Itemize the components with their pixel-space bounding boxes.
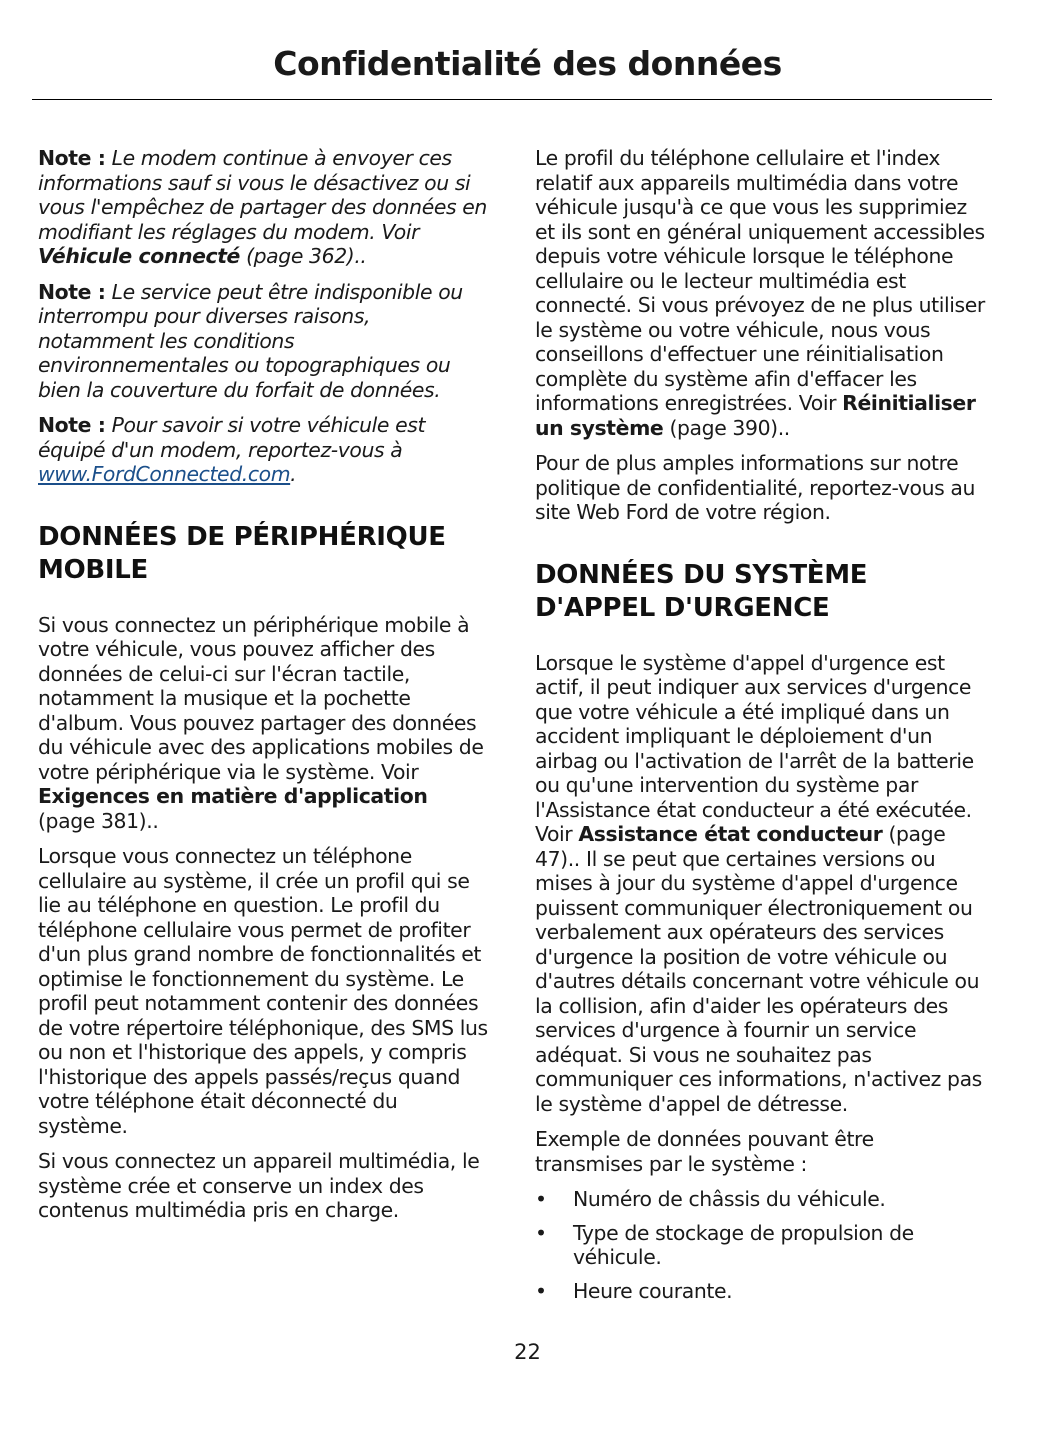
section-heading-emergency-call: DONNÉES DU SYSTÈME D'APPEL D'URGENCE <box>535 559 868 623</box>
paragraph-mobile-device <box>38 613 490 834</box>
paragraph-media-index: Si vous connectez un appareil multimédia, le système crée et conserve un index des contenus multimédia pris en charge. <box>38 1149 480 1222</box>
list-item-text: Numéro de châssis du véhicule. <box>573 1187 886 1211</box>
list-item <box>535 1221 987 1270</box>
page-title: Confidentialité des données <box>273 44 782 83</box>
page-reference: (page 381).. <box>38 808 159 833</box>
list-item <box>535 1279 987 1304</box>
paragraph-phone-profile: Lorsque vous connectez un téléphone cellulaire au système, il crée un profil qui se lie au téléphone en question. Le profil du téléphone cellulaire vous permet de profiter d'un plus grand nombre de fonctionnalités et optimise le fonctionnement du système. Le profil peut notamment contenir des données de votre répertoire téléphonique, des SMS lus ou non et l'historique des appels, y compris l'historique des appels passés/reçus quand votre téléphone était déconnecté du système. <box>38 844 488 1138</box>
bullet-icon: • <box>535 1187 547 1211</box>
note-modem <box>38 146 490 269</box>
note-label: Note : <box>38 146 106 170</box>
bullet-icon: • <box>535 1278 547 1303</box>
note-label: Note : <box>38 279 106 304</box>
note-website <box>38 413 490 487</box>
transmitted-data-list <box>535 1187 987 1303</box>
list-item <box>535 1187 987 1212</box>
note-service <box>38 280 490 403</box>
page-reference: (page 362).. <box>246 244 367 268</box>
page-reference: (page 390).. <box>669 415 790 440</box>
page-number: 22 <box>514 1340 541 1364</box>
list-item-text: Heure courante. <box>573 1278 733 1303</box>
right-column <box>535 146 987 1312</box>
note-text: Pour savoir si votre véhicule est équipé d'un modem, reportez-vous à <box>38 413 426 462</box>
page-reference: (page 47).. <box>535 822 946 871</box>
bullet-icon: • <box>535 1220 547 1245</box>
note-end: . <box>290 462 297 486</box>
paragraph-example-data: Exemple de données pouvant être transmises par le système : <box>535 1127 874 1176</box>
paragraph-profile-retention <box>535 146 987 440</box>
cross-reference-link[interactable]: Véhicule connecté <box>38 244 240 268</box>
paragraph-emergency-call <box>535 651 987 1117</box>
paragraph-text: Si vous connectez un périphérique mobile à votre véhicule, vous pouvez afficher des données de celui-ci sur l'écran tactile, notamment la musique et la pochette d'album. Vous pouvez partager des données du véhicule avec des applications mobiles de votre périphérique via le système. Voir <box>38 612 484 784</box>
cross-reference-link[interactable]: Assistance état conducteur <box>578 822 883 846</box>
fordconnected-link[interactable]: www.FordConnected.com <box>38 462 291 486</box>
paragraph-text: Le profil du téléphone cellulaire et l'index relatif aux appareils multimédia dans votre véhicule jusqu'à ce que vous les supprimiez et ils sont en général uniquement accessibles depuis votre véhicule lorsque le téléphone cellulaire ou le lecteur multimédia est connecté. Si vous prévoyez de ne plus utiliser le système ou votre véhicule, nous vous conseillons d'effectuer une réinitialisation complète du système afin d'effacer les informations enregistrées. Voir <box>535 146 985 415</box>
left-column <box>38 146 490 1234</box>
cross-reference-link[interactable]: Exigences en matière d'application <box>38 784 428 808</box>
list-item-text: Type de stockage de propulsion de véhicule. <box>573 1220 914 1269</box>
section-heading-mobile-device: DONNÉES DE PÉRIPHÉRIQUE MOBILE <box>38 521 446 585</box>
note-text: Le modem continue à envoyer ces informations sauf si vous le désactivez ou si vous l'empêchez de partager des données en modifiant les réglages du modem. Voir <box>38 146 487 244</box>
note-label: Note : <box>38 413 106 437</box>
cross-reference-link[interactable]: Réinitialiser un système <box>535 391 976 440</box>
paragraph-text-continued: Il se peut que certaines versions ou mises à jour du système d'appel d'urgence puissent communiquer électroniquement ou verbalement aux opérateurs des services d'urgence la position de votre véhicule ou d'autres détails concernant votre véhicule ou la collision, afin d'aider les opérateurs des services d'urgence à fournir un service adéquat. Si vous ne souhaitez pas communiquer ces informations, n'activez pas le système d'appel de détresse. <box>535 846 982 1116</box>
paragraph-text: Lorsque le système d'appel d'urgence est actif, il peut indiquer aux services d'urgence que votre véhicule a été impliqué dans un accident impliquant le déploiement d'un airbag ou l'activation de l'arrêt de la batterie ou qu'une intervention du système par l'Assistance état conducteur a été exécutée. Voir <box>535 650 974 846</box>
title-divider <box>32 99 992 100</box>
note-text: Le service peut être indisponible ou interrompu pour diverses raisons, notamment les conditions environnementales ou topographiques ou bien la couverture du forfait de données. <box>38 279 463 402</box>
paragraph-privacy-policy: Pour de plus amples informations sur notre politique de confidentialité, reportez-vous au site Web Ford de votre région. <box>535 451 976 524</box>
